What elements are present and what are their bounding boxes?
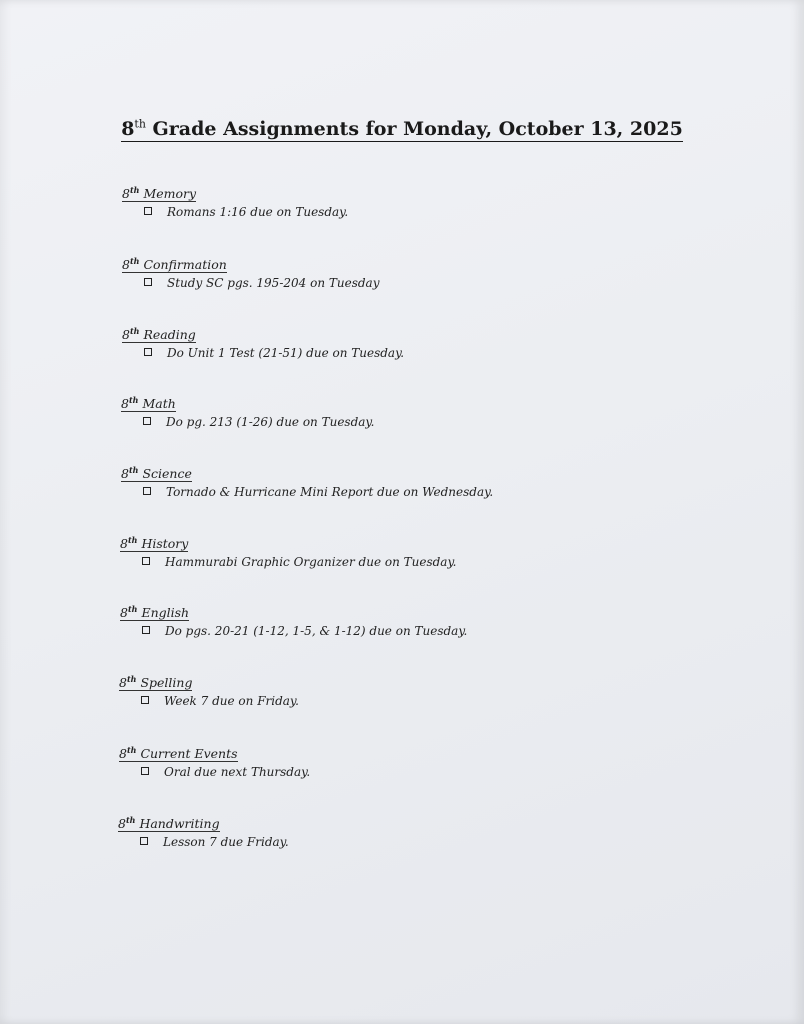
assignment-item — [144, 205, 722, 219]
title-grade-suffix: th — [134, 118, 146, 131]
title-grade-number: 8 — [121, 118, 135, 141]
assignment-text: Week 7 due on Friday. — [164, 694, 299, 709]
checkbox-icon — [142, 557, 150, 565]
checkbox-icon — [141, 696, 149, 704]
assignment-item — [142, 555, 720, 569]
assignment-item — [144, 346, 722, 360]
assignment-text: Lesson 7 due Friday. — [163, 835, 289, 850]
assignment-text: Do Unit 1 Test (21-51) due on Tuesday. — [167, 346, 405, 361]
checkbox-icon — [144, 348, 152, 356]
section-heading: 8th Science — [121, 465, 192, 482]
checkbox-icon — [141, 767, 149, 775]
section-history — [120, 535, 720, 569]
checkbox-icon — [144, 278, 152, 286]
section-heading: 8th Spelling — [119, 674, 193, 691]
checkbox-icon — [143, 487, 151, 495]
section-heading: 8th Current Events — [119, 745, 238, 762]
section-reading — [122, 326, 722, 360]
assignment-text: Oral due next Thursday. — [164, 765, 311, 780]
section-heading: 8th Reading — [122, 326, 196, 343]
section-heading: 8th English — [120, 604, 190, 621]
section-math — [121, 395, 721, 429]
checkbox-icon — [144, 207, 152, 215]
section-confirmation — [122, 256, 722, 290]
section-heading: 8th Confirmation — [122, 256, 227, 273]
assignment-item — [143, 485, 721, 499]
section-heading: 8th Handwriting — [118, 815, 220, 832]
section-current-events — [119, 745, 719, 779]
section-heading: 8th History — [120, 535, 189, 552]
section-english — [120, 604, 720, 638]
checkbox-icon — [140, 837, 148, 845]
assignment-text: Study SC pgs. 195-204 on Tuesday — [167, 276, 380, 291]
section-heading: 8th Memory — [122, 185, 197, 202]
assignment-item — [141, 694, 719, 708]
assignment-item — [141, 765, 719, 779]
section-handwriting — [118, 815, 718, 849]
assignment-text: Hammurabi Graphic Organizer due on Tuesday. — [165, 555, 457, 570]
section-spelling — [119, 674, 719, 708]
assignment-text: Romans 1:16 due on Tuesday. — [167, 205, 349, 220]
title-main-text: Grade Assignments for Monday, October 13, 2025 — [145, 118, 683, 141]
assignment-item — [143, 415, 721, 429]
assignment-text: Do pg. 213 (1-26) due on Tuesday. — [166, 415, 375, 430]
section-memory — [122, 185, 722, 219]
section-science — [121, 465, 721, 499]
assignment-text: Tornado & Hurricane Mini Report due on Wednesday. — [166, 485, 494, 500]
assignment-text: Do pgs. 20-21 (1-12, 1-5, & 1-12) due on Tuesday. — [165, 624, 468, 639]
assignment-item — [144, 276, 722, 290]
assignment-item — [140, 835, 718, 849]
assignment-item — [142, 624, 720, 638]
checkbox-icon — [143, 417, 151, 425]
checkbox-icon — [142, 626, 150, 634]
section-heading: 8th Math — [121, 395, 176, 412]
